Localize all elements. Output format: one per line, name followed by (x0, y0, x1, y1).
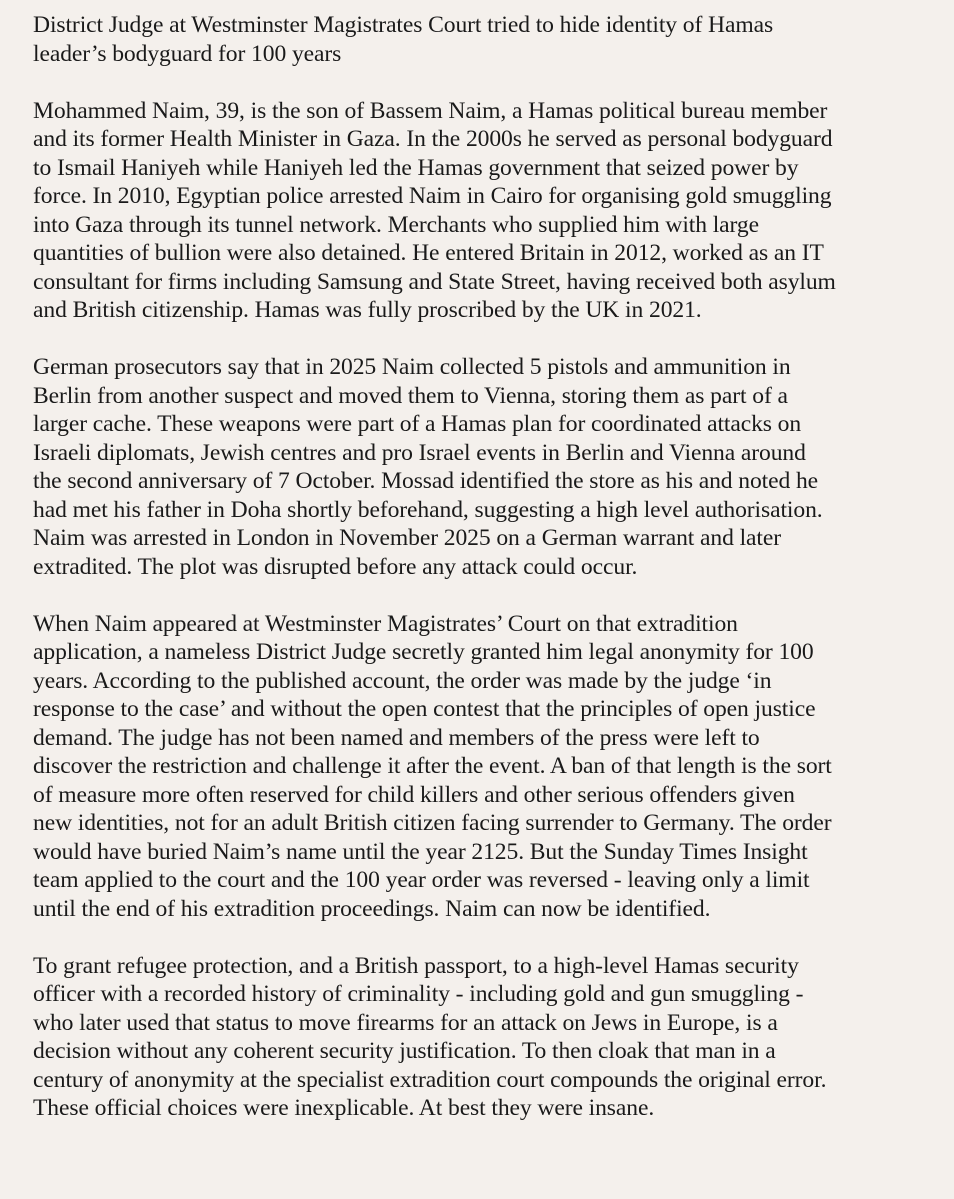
text-line: officer with a recorded history of criminality - including gold and gun smuggling - (33, 981, 804, 1007)
text-line: extradited. The plot was disrupted before any attack could occur. (33, 553, 638, 580)
text-line: team applied to the court and the 100 year order was reversed - leaving only a limit (33, 867, 810, 893)
paragraph-background (33, 97, 938, 325)
text-line: quantities of bullion were also detained. He entered Britain in 2012, worked as an IT (33, 240, 824, 266)
text-line: consultant for firms including Samsung and State Street, having received both asylum (33, 268, 836, 295)
text-line: new identities, not for an adult British citizen facing surrender to Germany. The order (33, 810, 832, 836)
text-line: into Gaza through its tunnel network. Merchants who supplied him with large (33, 211, 759, 238)
text-line: Mohammed Naim, 39, is the son of Bassem Naim, a Hamas political bureau member (33, 97, 828, 124)
document-title (33, 11, 938, 68)
text-line: would have buried Naim’s name until the year 2125. But the Sunday Times Insight (33, 838, 808, 865)
title-line: leader’s bodyguard for 100 years (33, 40, 342, 67)
text-line: and British citizenship. Hamas was fully proscribed by the UK in 2021. (33, 297, 702, 323)
text-line: Berlin from another suspect and moved them to Vienna, storing them as part of a (33, 382, 788, 409)
text-line: century of anonymity at the specialist extradition court compounds the original error. (33, 1066, 827, 1093)
text-line: response to the case’ and without the open contest that the principles of open justice (33, 696, 816, 722)
text-line: of measure more often reserved for child killers and other serious offenders given (33, 781, 795, 808)
text-line: demand. The judge has not been named and members of the press were left to (33, 724, 760, 751)
text-line: discover the restriction and challenge it after the event. A ban of that length is the sort (33, 753, 832, 779)
text-line: the second anniversary of 7 October. Mossad identified the store as his and noted he (33, 468, 819, 494)
text-line: Israeli diplomats, Jewish centres and pro Israel events in Berlin and Vienna around (33, 439, 806, 466)
text-line: German prosecutors say that in 2025 Naim collected 5 pistols and ammunition in (33, 354, 791, 380)
text-line: These official choices were inexplicable. At best they were insane. (33, 1095, 655, 1121)
text-line: had met his father in Doha shortly beforehand, suggesting a high level authorisation. (33, 496, 823, 523)
text-line: years. According to the published account, the order was made by the judge ‘in (33, 667, 772, 694)
paragraph-court (33, 610, 938, 924)
text-line: force. In 2010, Egyptian police arrested Naim in Cairo for organising gold smuggling (33, 183, 832, 209)
paragraph-plot (33, 353, 938, 581)
text-line: To grant refugee protection, and a British passport, to a high-level Hamas security (33, 952, 799, 979)
text-line: and its former Health Minister in Gaza. In the 2000s he served as personal bodyguard (33, 126, 833, 152)
text-line: decision without any coherent security justification. To then cloak that man in a (33, 1038, 776, 1064)
text-line: who later used that status to move firearms for an attack on Jews in Europe, is a (33, 1009, 778, 1036)
text-line: When Naim appeared at Westminster Magistrates’ Court on that extradition (33, 610, 738, 637)
text-line: application, a nameless District Judge secretly granted him legal anonymity for 100 (33, 639, 814, 665)
title-line: District Judge at Westminster Magistrates Court tried to hide identity of Hamas (33, 12, 774, 38)
text-line: larger cache. These weapons were part of a Hamas plan for coordinated attacks on (33, 411, 802, 437)
text-line: until the end of his extradition proceedings. Naim can now be identified. (33, 895, 711, 922)
text-line: to Ismail Haniyeh while Haniyeh led the Hamas government that seized power by (33, 154, 799, 181)
text-line: Naim was arrested in London in November 2025 on a German warrant and later (33, 525, 782, 551)
paragraph-conclusion (33, 952, 938, 1123)
